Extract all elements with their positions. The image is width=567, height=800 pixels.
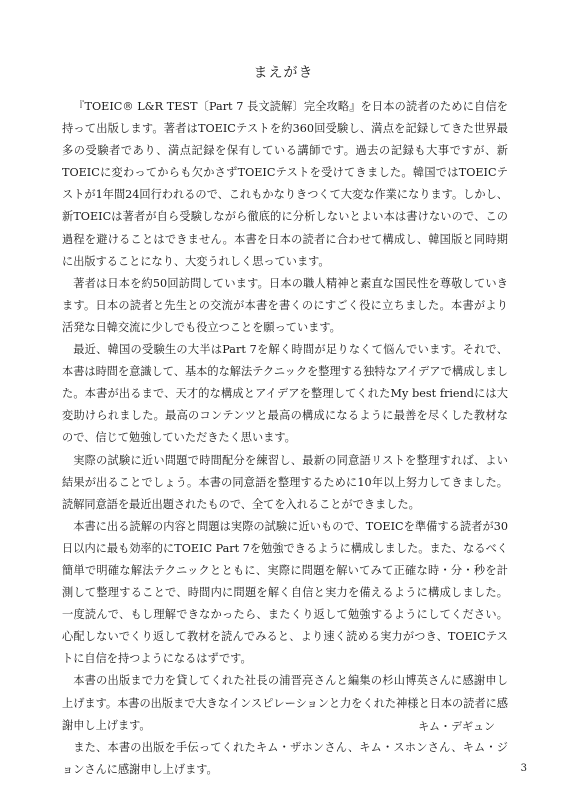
paragraph: 実際の試験に近い問題で時間配分を練習し、最新の同意語リストを整理すれば、よい結果が出ることでしょう。本書の同意語を整理するために10年以上努力してきました。読解同意語を最近出題されたもので、全てを入れることができました。: [62, 453, 508, 511]
preface-body: [62, 96, 508, 781]
paragraph: 最近、韓国の受験生の大半はPart 7を解く時間が足りなくて悩んでいます。それで、本書は時間を意識して、基本的な解法テクニックを整理する独特なアイデアで構成しました。本書が出るまで、天才的な構成とアイデアを整理してくれたMy best friendには大変助けられました。最高のコンテンツと最高の構成になるように最善を尽くした教材なので、信じて勉強していただきたく思います。: [62, 343, 508, 445]
paragraph: また、本書の出版を手伝ってくれたキム・ザホンさん、キム・スホンさん、キム・ジョンさんに感謝申し上げます。: [62, 740, 508, 776]
page-number: 3: [520, 763, 527, 774]
paragraph: 本書の出版まで力を貸してくれた社長の浦晋亮さんと編集の杉山博英さんに感謝申し上げます。本書の出版まで大きなインスピレーションと力をくれた神様と日本の読者に感謝申し上げます。: [62, 674, 508, 732]
page-title: まえがき: [253, 65, 314, 81]
paragraph: 『TOEIC® L&R TEST〔Part 7 長文読解〕完全攻略』を日本の読者のために自信を持って出版します。著者はTOEICテストを約360回受験し、満点を記録してきた世界最多の受験者であり、満点記録を保有している講師です。過去の記録も大事ですが、新TOEICに変わってからも欠かさずTOEICテストを受けてきました。韓国ではTOEICテストが1年間24回行われるので、これもかなりきつくて大変な作業になります。しかし、新TOEICは著者が自ら受験しながら徹底的に分析しないとよい本は書けないので、この過程を避けることはできません。本書を日本の読者に合わせて構成し、韓国版と同時期に出版することになり、大変うれしく思っています。: [62, 100, 508, 268]
paragraph: 本書に出る読解の内容と問題は実際の試験に近いもので、TOEICを準備する読者が30日以内に最も効率的にTOEIC Part 7を勉強できるように構成しました。また、なるべく簡単で明確な解法テクニックとともに、実際に問題を解いてみて正確な時・分・秒を計測して整理することで、時間内に問題を解く自信と実力を備えるように構成しました。一度読んで、もし理解できなかったら、またくり返して勉強するようにしてください。心配しないでくり返して教材を読んでみると、より速く読める実力がつき、TOEICテストに自信を持つようになるはずです。: [62, 519, 508, 666]
paragraph: 著者は日本を約50回訪問しています。日本の職人精神と素直な国民性を尊敬していきます。日本の読者と先生との交流が本書を書くのにすごく役に立ちました。本書がより活発な日韓交流に少しでも役立つことを願っています。: [62, 276, 508, 334]
author-signature: キム・デギュン: [418, 720, 495, 733]
